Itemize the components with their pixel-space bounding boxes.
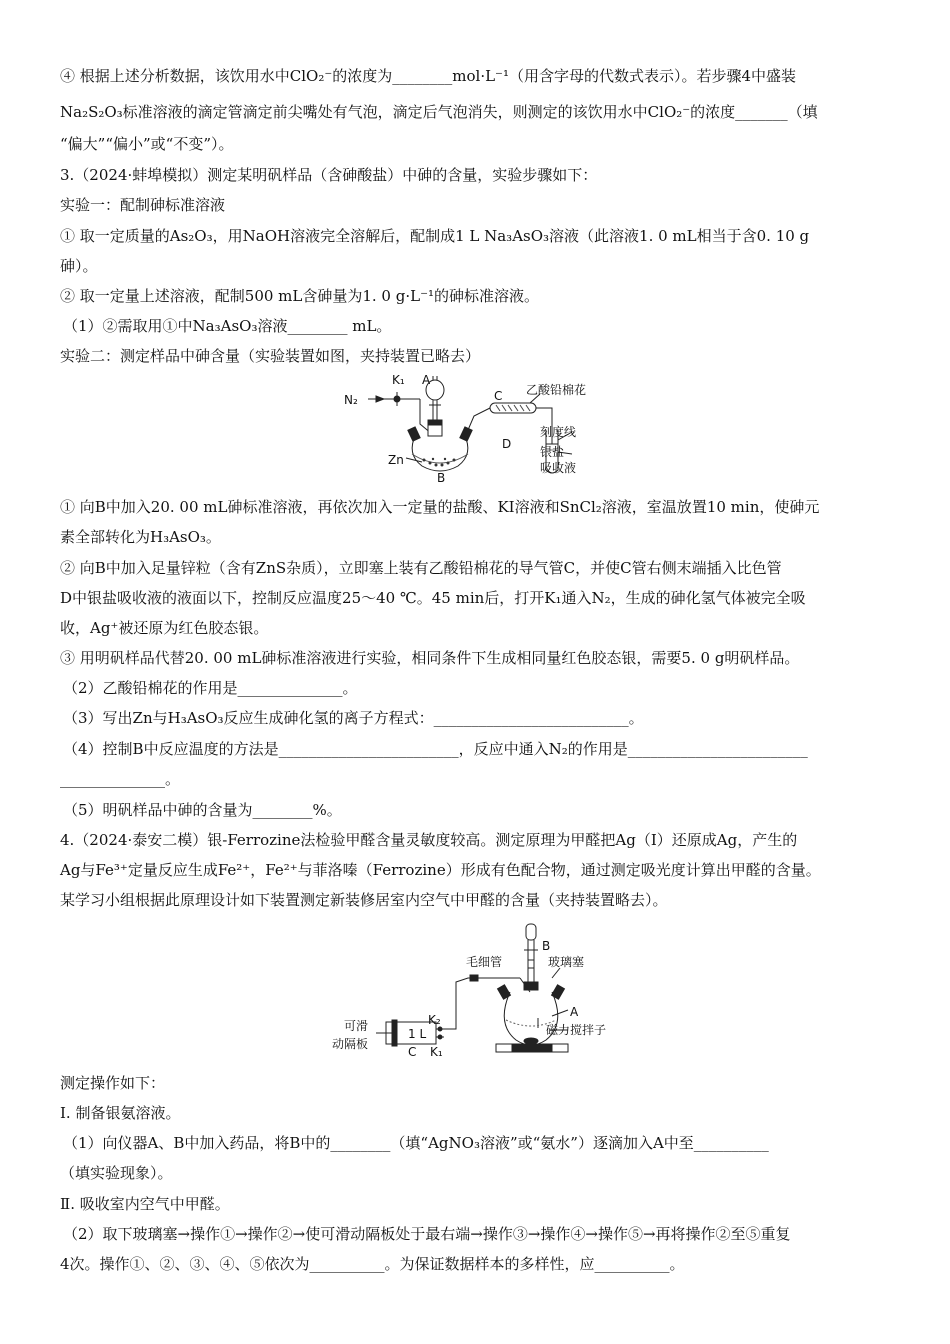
label-zn: Zn [388, 453, 404, 467]
question-heading: 4.（2024·泰安二模）银-Ferrozine法检验甲醛含量灵敏度较高。测定原理为甲醛把Ag（Ⅰ）还原成Ag，产生的 [60, 831, 798, 849]
label-silver-salt: 银盐 [540, 445, 565, 459]
label-cotton: 乙酸铅棉花 [526, 383, 587, 397]
label-volume: 1 L [408, 1027, 427, 1041]
section-heading: 实验二：测定样品中砷含量（实验装置如图，夹持装置已略去） [60, 347, 481, 365]
label-sliding-1: 可滑 [344, 1019, 369, 1033]
text-line: D中银盐吸收液的液面以下，控制反应温度25～40 ℃。45 min后，打开K₁通入N₂，生成的砷化氢气体被完全吸 [60, 589, 806, 607]
sub-question: （1）向仪器A、B中加入药品，将B中的________（填“AgNO₃溶液”或“氨水”）逐滴加入A中至__________ [63, 1134, 769, 1152]
text-line: ① 向B中加入20. 00 mL砷标准溶液，再依次加入一定量的盐酸、KI溶液和SnCl₂溶液，室温放置10 min，使砷元 [60, 498, 820, 516]
text-line: （填实验现象）。 [60, 1164, 173, 1182]
text-line: ④ 根据上述分析数据，该饮用水中ClO₂⁻的浓度为________mol·L⁻¹（用含字母的代数式表示）。若步骤4中盛装 [60, 67, 797, 85]
text-line: 砷）。 [60, 257, 98, 275]
label-n2: N₂ [344, 393, 358, 407]
text-line: Na₂S₂O₃标准溶液的滴定管滴定前尖嘴处有气泡，滴定后气泡消失，则测定的该饮用水中ClO₂⁻的浓度_______（填 [60, 103, 818, 121]
text-line: “偏大”“偏小”或“不变”）。 [60, 135, 234, 153]
label-a: A [422, 373, 431, 387]
label-stirrer: 磁力搅拌子 [546, 1023, 607, 1037]
stir-bar [524, 1038, 538, 1044]
label-c: C [408, 1045, 417, 1059]
label-stopper: 玻璃塞 [548, 955, 585, 969]
label-absorbent: 吸收液 [540, 461, 577, 475]
label-capillary: 毛细管 [466, 955, 503, 969]
label-k1: K₁ [392, 373, 405, 387]
arrow-icon [376, 396, 384, 402]
text-line: 收，Ag⁺被还原为红色胶态银。 [60, 619, 269, 637]
label-a: A [570, 1005, 579, 1019]
sub-question: （2）取下玻璃塞→操作①→操作②→使可滑动隔板处于最右端→操作③→操作④→操作⑤→再将操作②至⑤重复 [63, 1225, 791, 1243]
arsenic-apparatus-figure [340, 372, 620, 484]
section-heading: 实验一：配制砷标准溶液 [60, 196, 226, 214]
section-heading: Ⅱ. 吸收室内空气中甲醛。 [60, 1195, 230, 1213]
label-sliding-2: 动隔板 [332, 1037, 369, 1051]
sub-question: （2）乙酸铅棉花的作用是______________。 [63, 679, 358, 697]
section-heading: 测定操作如下： [60, 1074, 166, 1092]
sub-question: （5）明矾样品中砷的含量为________%。 [63, 801, 342, 819]
text-line: ① 取一定质量的As₂O₃，用NaOH溶液完全溶解后，配制成1 L Na₃AsO₃溶液（此溶液1. 0 mL相当于含0. 10 g [60, 227, 810, 245]
text-line: ② 取一定量上述溶液，配制500 mL含砷量为1. 0 g·L⁻¹的砷标准溶液。 [60, 287, 540, 305]
label-b: B [542, 939, 551, 953]
text-line: 某学习小组根据此原理设计如下装置测定新装修居室内空气中甲醛的含量（夹持装置略去）。 [60, 891, 668, 909]
text-line: 4次。操作①、②、③、④、⑤依次为__________。为保证数据样本的多样性，应__________。 [60, 1255, 685, 1273]
label-scale-line: 刻度线 [540, 425, 577, 439]
question-heading: 3.（2024·蚌埠模拟）测定某明矾样品（含砷酸盐）中砷的含量，实验步骤如下： [60, 166, 598, 184]
label-k2: K₂ [428, 1013, 441, 1027]
label-d: D [502, 437, 512, 451]
label-c: C [494, 389, 503, 403]
text-line: ______________。 [60, 770, 181, 788]
text-line: 素全部转化为H₃AsO₃。 [60, 528, 221, 546]
section-heading: Ⅰ. 制备银氨溶液。 [60, 1104, 181, 1122]
sub-question: （4）控制B中反应温度的方法是________________________，反应中通入N₂的作用是________________________ [63, 740, 808, 758]
sub-question: （1）②需取用①中Na₃AsO₃溶液________ mL。 [63, 317, 392, 335]
sliding-partition [392, 1020, 397, 1046]
text-line: Ag与Fe³⁺定量反应生成Fe²⁺，Fe²⁺与菲洛嗪（Ferrozine）形成有色配合物，通过测定吸光度计算出甲醛的含量。 [60, 861, 821, 879]
text-line: ③ 用明矾样品代替20. 00 mL砷标准溶液进行实验，相同条件下生成相同量红色胶态银，需要5. 0 g明矾样品。 [60, 649, 800, 667]
formaldehyde-apparatus-figure [320, 920, 640, 1070]
label-k1: K₁ [430, 1045, 443, 1059]
text-line: ② 向B中加入足量锌粒（含有ZnS杂质），立即塞上装有乙酸铅棉花的导气管C，并使C管右侧末端插入比色管 [60, 559, 782, 577]
sub-question: （3）写出Zn与H₃AsO₃反应生成砷化氢的离子方程式：__________________________。 [63, 709, 644, 727]
label-b: B [437, 471, 446, 484]
